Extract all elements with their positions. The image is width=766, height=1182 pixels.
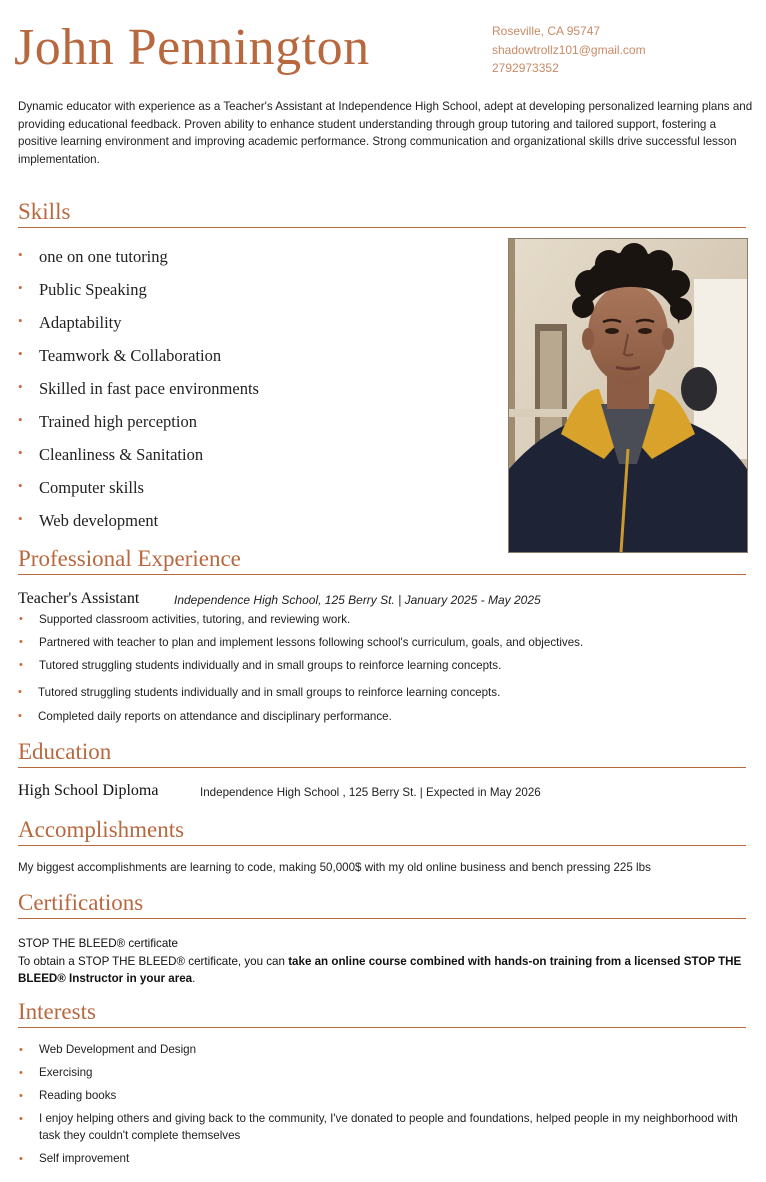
bullet-icon: • <box>18 379 23 394</box>
education-heading: Education <box>18 739 112 764</box>
skill-item: • Adaptability <box>18 313 122 332</box>
certifications-divider <box>18 918 746 919</box>
certifications-heading: Certifications <box>18 890 144 915</box>
experience-bullets <box>19 611 583 731</box>
skill-item: • Trained high perception <box>18 412 197 431</box>
degree-title: High School Diploma <box>18 782 159 799</box>
list-item: • Exercising <box>19 1065 749 1082</box>
bullet-icon: • <box>18 280 23 295</box>
degree-meta: Independence High School , 125 Berry St. | Expected in May 2026 <box>200 786 541 799</box>
accomplishments-heading: Accomplishments <box>18 817 185 842</box>
bullet-icon: • <box>18 346 23 361</box>
skill-item: • one on one tutoring <box>18 247 168 266</box>
bullet-icon: • <box>19 1090 23 1102</box>
email[interactable]: shadowtrollz101@gmail.com <box>492 42 646 57</box>
skills-heading: Skills <box>18 199 71 224</box>
skill-item: • Skilled in fast pace environments <box>18 379 259 398</box>
job-title: Teacher's Assistant <box>18 590 140 607</box>
portrait-photo-icon <box>509 239 747 552</box>
certificate-emphasis: take an online course combined with hands-on training from a licensed STOP THE BLEED® Instructor in your area <box>18 954 742 985</box>
list-item: • Self improvement <box>19 1151 749 1168</box>
experience-divider <box>18 574 746 575</box>
phone[interactable]: 2792973352 <box>492 61 559 75</box>
skill-item: • Public Speaking <box>18 280 147 299</box>
accomplishments-divider <box>18 845 746 846</box>
bullet-icon: • <box>19 659 23 671</box>
skill-item: • Cleanliness & Sanitation <box>18 445 204 464</box>
list-item: • I enjoy helping others and giving back to the community, I've donated to people and foundations, helped people in my neighborhood with task they couldn't complete themselves <box>19 1112 738 1142</box>
experience-heading: Professional Experience <box>18 546 241 571</box>
list-item: • Tutored struggling students individually and in small groups to reinforce learning concepts. <box>18 686 501 699</box>
bullet-icon: • <box>18 710 22 722</box>
bullet-icon: • <box>18 478 23 493</box>
professional-summary: Dynamic educator with experience as a Teacher's Assistant at Independence High School, adept at developing personalized learning plans and providing educational feedback. Proven ability to enhance student understanding through group tutoring and tailored support, fostering a positive learning environment and improving academic performance. Strong communication and organizational skills drive successful lesson implementation. <box>18 100 753 166</box>
skill-item: • Computer skills <box>18 478 144 497</box>
candidate-name: John Pennington <box>14 19 370 76</box>
skills-divider <box>18 227 746 228</box>
job-meta: Independence High School, 125 Berry St. | January 2025 - May 2025 <box>174 593 541 607</box>
skill-item: • Web development <box>18 511 159 530</box>
bullet-icon: • <box>18 247 23 262</box>
skill-item: • Teamwork & Collaboration <box>18 346 222 365</box>
bullet-icon: • <box>18 686 22 698</box>
list-item: • Completed daily reports on attendance and disciplinary performance. <box>18 710 392 723</box>
bullet-icon: • <box>19 1113 23 1125</box>
list-item: • Reading books <box>19 1088 749 1105</box>
bullet-icon: • <box>19 636 23 648</box>
bullet-icon: • <box>18 511 23 526</box>
accomplishments-text: My biggest accomplishments are learning to code, making 50,000$ with my old online business and bench pressing 225 lbs <box>18 861 651 874</box>
education-divider <box>18 767 746 768</box>
bullet-icon: • <box>18 313 23 328</box>
list-item: • Tutored struggling students individually and in small groups to reinforce learning concepts. <box>19 659 502 672</box>
bullet-icon: • <box>19 613 23 625</box>
interests-divider <box>18 1027 746 1028</box>
location: Roseville, CA 95747 <box>492 24 601 38</box>
list-item: • Partnered with teacher to plan and implement lessons following school's curriculum, goals, and objectives. <box>19 636 584 649</box>
portrait-photo <box>508 238 748 553</box>
interests-heading: Interests <box>18 999 96 1024</box>
certificate-name: STOP THE BLEED® certificate <box>18 937 178 950</box>
certificate-description: To obtain a STOP THE BLEED® certificate, you can take an online course combined with hands-on training from a licensed STOP THE BLEED® Instructor in your area. <box>18 954 742 985</box>
skills-list <box>18 246 259 543</box>
bullet-icon: • <box>19 1152 23 1165</box>
list-item: • Web Development and Design <box>19 1042 749 1059</box>
bullet-icon: • <box>19 1044 23 1056</box>
bullet-icon: • <box>18 445 23 460</box>
bullet-icon: • <box>19 1067 23 1079</box>
list-item: • Supported classroom activities, tutoring, and reviewing work. <box>19 613 351 626</box>
interests-list <box>19 1042 749 1174</box>
certifications-text <box>18 935 748 988</box>
contact-info <box>492 22 646 78</box>
bullet-icon: • <box>18 412 23 427</box>
